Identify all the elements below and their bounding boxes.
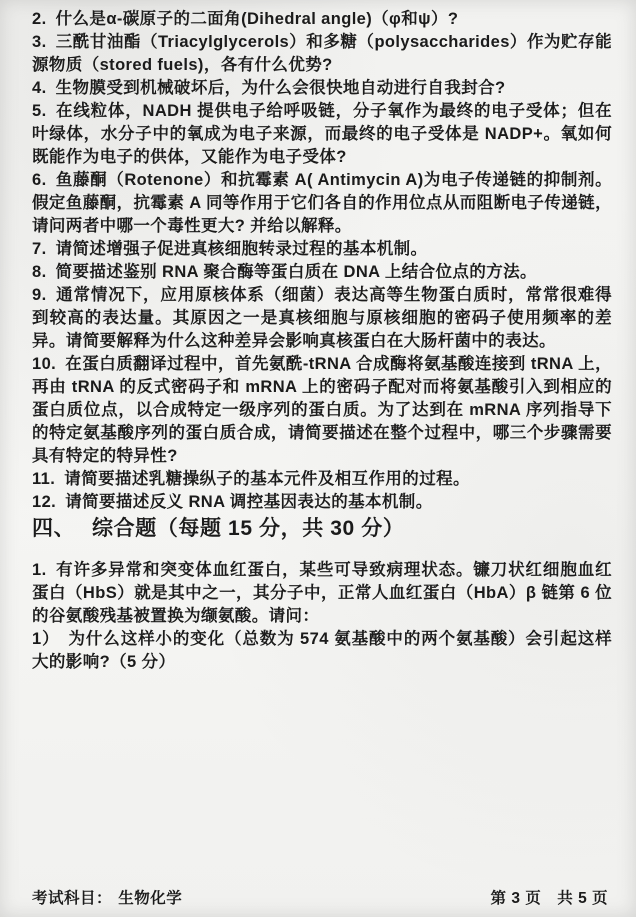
question-7 — [32, 238, 612, 261]
question-text: 鱼藤酮（Rotenone）和抗霉素 A( Antimycin A)为电子传递链的抑制剂。假定鱼藤酮，抗霉素 A 同等作用于它们各自的作用位点从而阻断电子传递链，请问两者中哪一个毒性更大? 并给以解释。 — [32, 171, 612, 235]
question-number: 5. — [32, 102, 47, 120]
footer-subject-label: 考试科目： — [32, 890, 113, 907]
question-10 — [32, 353, 612, 468]
section-heading — [32, 514, 612, 544]
question-text: 生物膜受到机械破坏后，为什么会很快地自动进行自我封合? — [55, 79, 506, 97]
question-6 — [32, 169, 612, 238]
footer-page-indicator: 第 3 页 共 5 页 — [490, 890, 608, 907]
question-number: 10. — [32, 355, 57, 373]
question-number: 2. — [32, 10, 47, 28]
sub-question-text: 为什么这样小的变化（总数为 574 氨基酸中的两个氨基酸）会引起这样大的影响?（5 分） — [32, 630, 612, 671]
question-number: 6. — [32, 171, 47, 189]
question-text: 通常情况下，应用原核体系（细菌）表达高等生物蛋白质时，常常很难得到较高的表达量。其原因之一是真核细胞与原核细胞的密码子使用频率的差异。请简要解释为什么这种差异会影响真核蛋白在大肠杆菌中的表达。 — [32, 286, 612, 350]
question-number: 1. — [32, 561, 47, 579]
question-text: 请简要描述乳糖操纵子的基本元件及相互作用的过程。 — [64, 470, 470, 488]
question-2 — [32, 8, 612, 31]
question-number: 12. — [32, 493, 57, 511]
question-text: 有许多异常和突变体血红蛋白，某些可导致病理状态。镰刀状红细胞血红蛋白（HbS）就是其中之一，其分子中，正常人血红蛋白（HbA）β 链第 6 位的谷氨酸残基被置换为缬氨酸。请问： — [32, 561, 612, 625]
comprehensive-question-1 — [32, 559, 612, 628]
question-4 — [32, 77, 612, 100]
footer-subject — [32, 886, 188, 908]
question-number: 3. — [32, 33, 47, 51]
question-8 — [32, 261, 612, 284]
question-number: 8. — [32, 263, 47, 281]
section-number: 四、 — [32, 517, 76, 540]
sub-question-1 — [32, 628, 612, 674]
question-number: 7. — [32, 240, 47, 258]
section-title: 综合题（每题 15 分，共 30 分） — [92, 517, 405, 540]
question-number: 11. — [32, 470, 56, 488]
question-number: 4. — [32, 79, 47, 97]
question-number: 9. — [32, 286, 47, 304]
question-text: 简要描述鉴别 RNA 聚合酶等蛋白质在 DNA 上结合位点的方法。 — [55, 263, 537, 281]
question-text: 什么是α-碳原子的二面角(Dihedral angle)（φ和ψ）? — [55, 10, 459, 28]
question-text: 在蛋白质翻译过程中，首先氨酰-tRNA 合成酶将氨基酸连接到 tRNA 上，再由 tRNA 的反式密码子和 mRNA 上的密码子配对而将氨基酸引入到相应的蛋白质位点，以合成特定一级序列的蛋白质。为了达到在 mRNA 序列指导下的特定氨基酸序列的蛋白质合成，请简要描述在整个过程中，哪三个步骤需要具有特定的特异性? — [32, 355, 612, 465]
question-text: 三酰甘油酯（Triacylglycerols）和多糖（polysaccharides）作为贮存能源物质（stored fuels)，各有什么优势? — [32, 33, 612, 74]
question-12 — [32, 491, 612, 514]
page-footer — [32, 886, 608, 908]
footer-subject-value: 生物化学 — [118, 890, 183, 907]
question-3 — [32, 31, 612, 77]
question-5 — [32, 100, 612, 169]
question-text: 在线粒体，NADH 提供电子给呼吸链，分子氧作为最终的电子受体；但在叶绿体，水分子中的氧成为电子来源，而最终的电子受体是 NADP+。氧如何既能作为电子的供体，又能作为电子受体? — [32, 102, 612, 166]
question-text: 请简述增强子促进真核细胞转录过程的基本机制。 — [55, 240, 428, 258]
question-11 — [32, 468, 612, 491]
question-9 — [32, 284, 612, 353]
sub-question-number: 1） — [32, 630, 60, 648]
question-text: 请简要描述反义 RNA 调控基因表达的基本机制。 — [65, 493, 433, 511]
